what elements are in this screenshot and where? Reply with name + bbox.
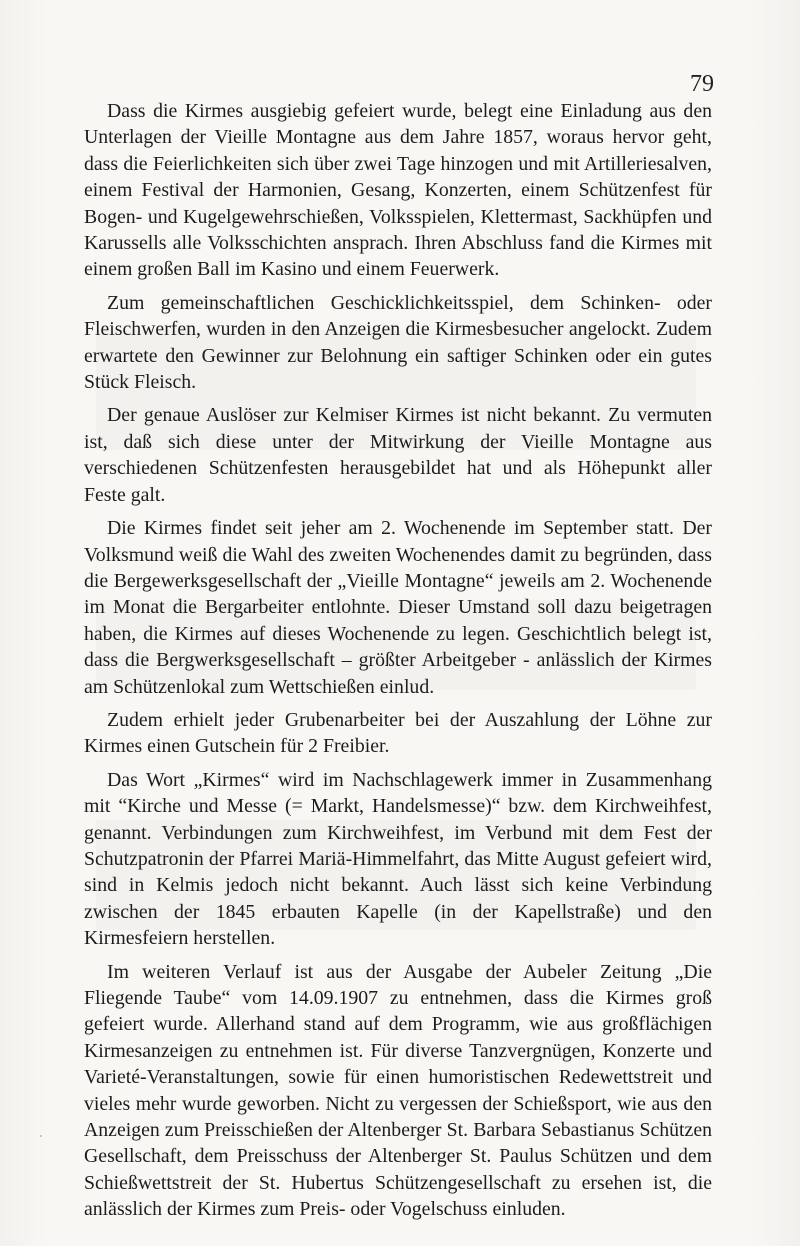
paragraph: Im weiteren Verlauf ist aus der Ausgabe der Aubeler Zeitung „Die Fliegende Taube“ vom 14.09.1907 zu entnehmen, dass die Kirmes groß gefeiert wurde. Allerhand stand auf dem Programm, wie aus großflächigen Kirmesanzeigen zu entnehmen ist. Für diverse Tanzvergnügen, Konzerte und Varieté-Veranstaltungen, sowie für einen humoristischen Redewettstreit und vieles mehr wurde geworben. Nicht zu vergessen der Schießsport, wie aus den Anzeigen zum Preisschießen der Altenberger St. Barbara Sebastianus Schützen Gesellschaft, dem Preisschuss der Altenberger St. Paulus Schützen und dem Schießwettstreit der St. Hubertus Schützengesellschaft zu ersehen ist, die anlässlich der Kirmes zum Preis- oder Vogelschuss einluden. — [84, 960, 712, 1221]
paragraph: Das Wort „Kirmes“ wird im Nachschlagewerk immer in Zusammenhang mit “Kirche und Messe (= Markt, Handelsmesse)“ bzw. dem Kirchweihfest, genannt. Verbindungen zum Kirchweihfest, im Verbund mit dem Fest der Schutzpatronin der Pfarrei Mariä-Himmelfahrt, das Mitte August gefeiert wird, sind in Kelmis jedoch nicht bekannt. Auch lässt sich keine Verbindung zwischen der 1845 erbauten Kapelle (in der Kapellstraße) und den Kirmesfeiern herstellen. — [84, 768, 712, 950]
scan-speck — [40, 1135, 42, 1137]
paragraph: Dass die Kirmes ausgiebig gefeiert wurde, belegt eine Einladung aus den Unterlagen der Vieille Montagne aus dem Jahre 1857, woraus hervor geht, dass die Feierlichkeiten sich über zwei Tage hinzogen und mit Artilleriesalven, einem Festival der Harmonien, Gesang, Konzerten, einem Schützenfest für Bogen- und Kugelgewehrschießen, Volksspielen, Klettermast, Sackhüpfen und Karussells alle Volksschichten ansprach. Ihren Abschluss fand die Kirmes mit einem großen Ball im Kasino und einem Feuerwerk. — [84, 100, 712, 281]
paragraph: Zum gemeinschaftlichen Geschicklichkeitsspiel, dem Schinken- oder Fleischwerfen, wurden in den Anzeigen die Kirmesbesucher angelockt. Zudem erwartete den Gewinner zur Belohnung ein saftiger Schinken oder ein gutes Stück Fleisch. — [84, 291, 712, 394]
paragraph: Die Kirmes findet seit jeher am 2. Wochenende im September statt. Der Volksmund weiß die Wahl des zweiten Wochenendes damit zu begründen, dass die Bergewerksgesellschaft der „Vieille Montagne“ jeweils am 2. Wochenende im Monat die Bergarbeiter entlohnte. Dieser Umstand soll dazu beigetragen haben, die Kirmes auf dieses Wochenende zu legen. Geschichtlich belegt ist, dass die Bergwerksgesellschaft – größter Arbeitgeber - anlässlich der Kirmes am Schützenlokal zum Wettschießen einlud. — [84, 517, 712, 698]
paragraph: Der genaue Auslöser zur Kelmiser Kirmes ist nicht bekannt. Zu vermuten ist, daß sich diese unter der Mitwirkung der Vieille Montagne aus verschiedenen Schützenfesten herausgebildet hat und als Höhepunkt aller Feste galt. — [84, 404, 712, 506]
page-number: 79 — [690, 71, 714, 97]
body-text — [84, 98, 712, 1223]
paragraph: Zudem erhielt jeder Grubenarbeiter bei der Auszahlung der Löhne zur Kirmes einen Gutschein für 2 Freibier. — [84, 708, 712, 758]
